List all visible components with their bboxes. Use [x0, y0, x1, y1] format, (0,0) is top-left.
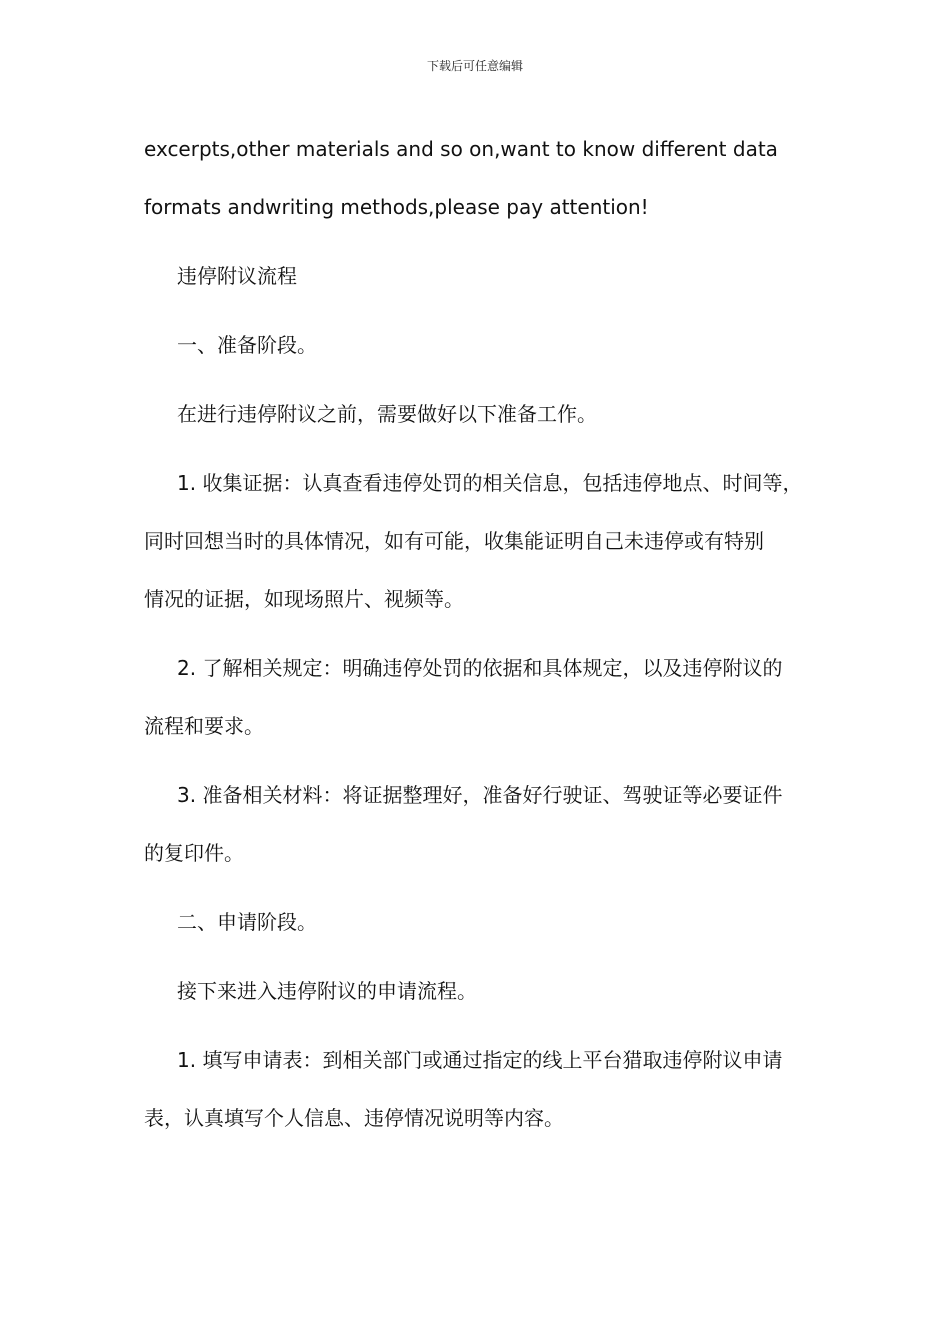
text-line: 二、申请阶段。 — [177, 910, 317, 934]
paragraph-continuation — [144, 120, 810, 236]
text-line: 接下来进入违停附议的申请流程。 — [177, 979, 477, 1003]
text-line: 同时回想当时的具体情况，如有可能，收集能证明自己未违停或有特别 — [144, 529, 764, 553]
text-line: 1. 收集证据：认真查看违停处罚的相关信息，包括违停地点、时间等， — [177, 471, 803, 495]
paragraph — [144, 962, 810, 1020]
text-line: 的复印件。 — [144, 841, 244, 865]
text-line: 违停附议流程 — [177, 264, 297, 288]
text-line: 1. 填写申请表：到相关部门或通过指定的线上平台猎取违停附议申请 — [177, 1048, 783, 1072]
text-line: 在进行违停附议之前，需要做好以下准备工作。 — [177, 402, 597, 426]
text-line: 情况的证据，如现场照片、视频等。 — [144, 587, 464, 611]
text-line: formats andwriting methods,please pay attention! — [144, 195, 649, 219]
section-heading-apply — [144, 893, 810, 951]
paragraph-prepare-materials — [144, 766, 810, 882]
text-line: 流程和要求。 — [144, 714, 264, 738]
section-heading-prepare — [144, 316, 810, 374]
page-header: 下载后可任意编辑 — [426, 59, 523, 73]
paragraph-collect-evidence — [144, 454, 810, 628]
paragraph — [144, 385, 810, 443]
paragraph-fill-form — [144, 1031, 810, 1147]
document-title — [144, 247, 810, 305]
text-line: 一、准备阶段。 — [177, 333, 317, 357]
text-line: excerpts,other materials and so on,want to know different data — [144, 137, 778, 161]
document-body — [144, 120, 810, 1147]
paragraph-understand-rules — [144, 639, 810, 755]
text-line: 表，认真填写个人信息、违停情况说明等内容。 — [144, 1106, 564, 1130]
text-line: 3. 准备相关材料：将证据整理好，准备好行驶证、驾驶证等必要证件 — [177, 783, 783, 807]
text-line: 2. 了解相关规定：明确违停处罚的依据和具体规定，以及违停附议的 — [177, 656, 783, 680]
